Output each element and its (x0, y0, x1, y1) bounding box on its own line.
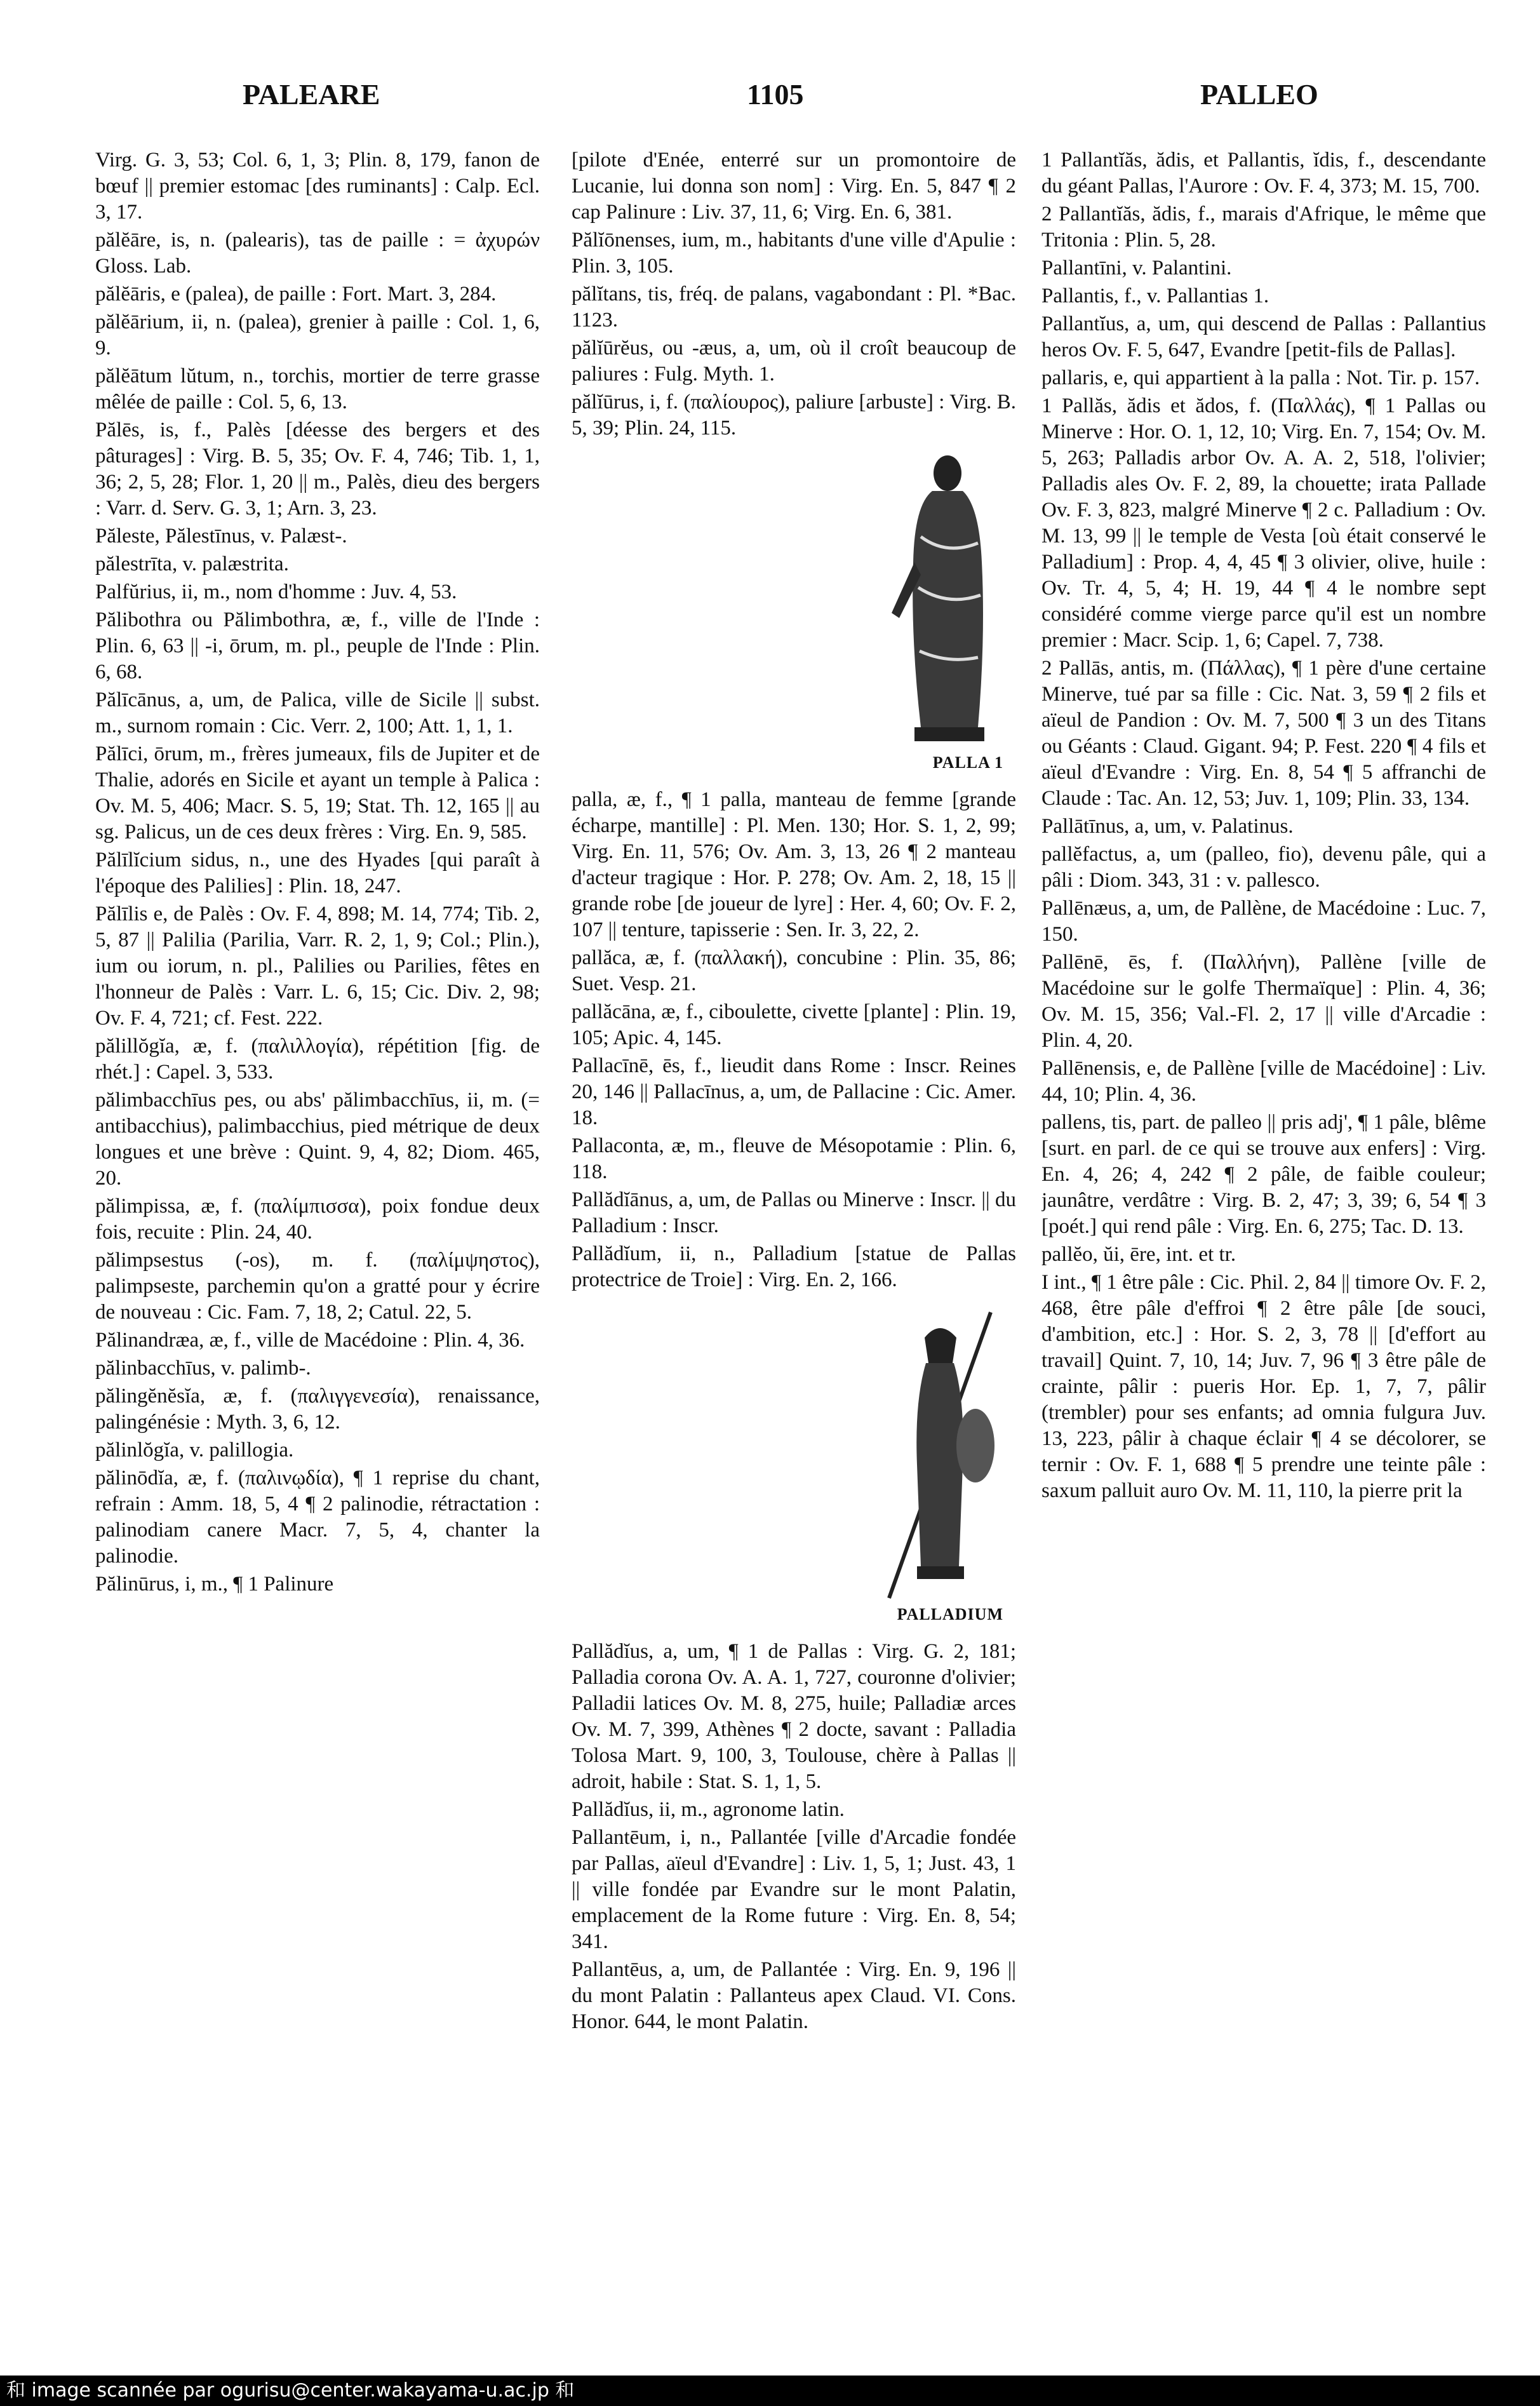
entry: Pălīci, ōrum, m., frères jumeaux, fils de Jupiter et de Thalie, adorés en Sicile et ayant un temple à Palica : Ov. M. 5, 406; Macr. S. 5, 19; Stat. Th. 12, 165 || au sg. Palicus, un de ces deux frères : Virg. En. 9, 585. (95, 743, 540, 843)
entry: pălinlŏgĭa, v. palillogia. (95, 1439, 294, 1462)
entry: pallens, tis, part. de palleo || pris adj', ¶ 1 pâle, blême [surt. en parl. de ce qui se trouve aux enfers] : Virg. En. 4, 26; 4, 242 ¶ 2 pâle, de faible couleur; jaunâtre, verdâtre : Virg. B. 2, 47; 3, 39; 6, 54 ¶ 3 [poét.] qui rend pâle : Virg. En. 6, 275; Tac. D. 13. (1041, 1111, 1486, 1238)
entry: Pallantis, f., v. Pallantias 1. (1041, 285, 1269, 307)
entry: 1 Pallăs, ădis et ădos, f. (Παλλάς), ¶ 1 Pallas ou Minerve : Hor. O. 1, 12, 10; Virg. En. 7, 154; Ov. M. 5, 263; Palladis arbor Ov. A. A. 2, 518, l'olivier; Palladis ales Ov. F. 2, 89, la chouette; irata Pallade Ov. F. 3, 823, malgré Minerve ¶ 2 c. Palladium : Ov. M. 13, 99 || le temple de Vesta [où était conservé le Palladium] : Prop. 4, 4, 45 ¶ 3 olivier, olive, huile : Ov. Tr. 4, 5, 4; H. 19, 44 ¶ 4 le nombre sept considéré comme vierge parce qu'il est un nombre premier : Macr. Scip. 1, 6; Capel. 7, 738. (1041, 394, 1486, 652)
entry: pallăca, æ, f. (παλλακή), concubine : Plin. 35, 86; Suet. Vesp. 21. (572, 946, 1016, 995)
entry: Pallēnensis, e, de Pallène [ville de Macédoine] : Liv. 44, 10; Plin. 4, 36. (1041, 1057, 1486, 1106)
entry: pălillŏgĭa, æ, f. (παλιλλογία), répétition [fig. de rhét.] : Capel. 3, 533. (95, 1035, 540, 1084)
entry: Pallātīnus, a, um, v. Palatinus. (1041, 815, 1294, 838)
entry: pălĭtans, tis, fréq. de palans, vagabondant : Pl. *Bac. 1123. (572, 283, 1016, 332)
entry: Pălīcānus, a, um, de Palica, ville de Sicile || subst. m., surnom romain : Cic. Verr. 2, 100; Att. 1, 1, 1. (95, 689, 540, 737)
entry: Pălibothra ou Pălimbothra, æ, f., ville de l'Inde : Plin. 6, 63 || -i, ōrum, m. pl., peuple de l'Inde : Plin. 6, 68. (95, 608, 540, 683)
header-left-word: PALEARE (243, 78, 380, 111)
entry: pălĭūrus, i, f. (παλίουρος), paliure [arbuste] : Virg. B. 5, 39; Plin. 24, 115. (572, 391, 1016, 440)
entry: Pallantīni, v. Palantini. (1041, 257, 1232, 279)
entry: Pallădĭum, ii, n., Palladium [statue de Pallas protectrice de Troie] : Virg. En. 2, 166. (572, 1242, 1016, 1291)
entry: pălĭūrĕus, ou -æus, a, um, où il croît beaucoup de paliures : Fulg. Myth. 1. (572, 337, 1016, 386)
page-number: 1105 (747, 78, 804, 111)
entry: 2 Pallās, antis, m. (Πάλλας), ¶ 1 père d'une certaine Minerve, tué par sa fille : Cic. Nat. 3, 59 ¶ 2 fils et aïeul de Pandion : Ov. M. 7, 500 ¶ 3 un des Titans ou Géants : Claud. Gigant. 94; P. Fest. 220 ¶ 4 fils et aïeul d'Evandre : Virg. En. 8, 54 ¶ 5 affranchi de Claude : Tac. An. 12, 53; Juv. 1, 109; Plin. 33, 134. (1041, 657, 1486, 810)
scan-credit-footer: 和 image scannée par ogurisu@center.wakayama-u.ac.jp 和 (0, 2376, 1540, 2406)
entry: Pallădĭānus, a, um, de Pallas ou Minerve : Inscr. || du Palladium : Inscr. (572, 1188, 1016, 1237)
entry: pălestrīta, v. palæstrita. (95, 553, 289, 575)
entry: [pilote d'Enée, enterré sur un promontoire de Lucanie, lui donna son nom] : Virg. En. 5, 847 ¶ 2 cap Palinure : Liv. 37, 11, 6; Virg. En. 6, 381. (572, 149, 1016, 224)
entry: Pallantēus, a, um, de Pallantée : Virg. En. 9, 196 || du mont Palatin : Pallanteus apex Claud. VI. Cons. Honor. 644, le mont Palatin. (572, 1958, 1016, 2033)
entry: Pălĭōnenses, ium, m., habitants d'une ville d'Apulie : Plin. 3, 105. (572, 229, 1016, 278)
entry: pallaris, e, qui appartient à la palla : Not. Tir. p. 157. (1041, 366, 1480, 389)
entry: pălimbacchīus pes, ou abs' pălimbacchīus, ii, m. (= antibacchius), palimbacchius, pied métrique de deux longues et une brève : Quint. 9, 4, 82; Diom. 465, 20. (95, 1089, 540, 1190)
entry: pălimpissa, æ, f. (παλίμπισσα), poix fondue deux fois, recuite : Plin. 24, 40. (95, 1195, 540, 1244)
entry: Pălinandræa, æ, f., ville de Macédoine : Plin. 4, 36. (95, 1329, 525, 1352)
entry: Pălīlis e, de Palès : Ov. F. 4, 898; M. 14, 774; Tib. 2, 5, 87 || Palilia (Parilia, Varr. R. 2, 1, 9; Col.; Plin.), ium ou iorum, n. pl., Palilies ou Parilies, fêtes en l'honneur de Palès : Varr. L. 6, 15; Cic. Div. 2, 98; Ov. F. 4, 721; cf. Fest. 222. (95, 903, 540, 1030)
entry: I int., ¶ 1 être pâle : Cic. Phil. 2, 84 || timore Ov. F. 2, 468, être pâle d'effroi ¶ 2 être pâle [de souci, d'ambition, etc.] : Hor. S. 2, 3, 78 || [d'effort au travail] Quint. 7, 10, 14; Juv. 7, 96 ¶ 3 être pâle de crainte, pâlir : pueris Hor. Ep. 1, 7, 7, pâlir (trembler) pour ses enfants; ad omnia fulgura Juv. 13, 223, pâlir à chaque éclair ¶ 4 se décolorer, se ternir : Ov. F. 1, 688 ¶ 5 prendre une teinte pâle : saxum palluit auro Ov. M. 11, 110, la pierre prit la (1041, 1271, 1486, 1502)
entry: Pallantēum, i, n., Pallantée [ville d'Arcadie fondée par Pallas, aïeul d'Evandre] : Liv. 1, 5, 1; Just. 43, 1 || ville fondée par Evandre sur le mont Palatin, emplacement de la Rome future : Virg. En. 8, 54; 341. (572, 1826, 1016, 1953)
entry: Pălinūrus, i, m., ¶ 1 Palinure (95, 1573, 334, 1596)
entry: Pallēnē, ēs, f. (Παλλήνη), Pallène [ville de Macédoine sur le golfe Thermaïque] : Plin. 4, 36; Ov. M. 15, 356; Val.-Fl. 2, 17 || ville d'Arcadie : Plin. 4, 20. (1041, 951, 1486, 1052)
entry: 1 Pallantĭăs, ădis, et Pallantis, ĭdis, f., descendante du géant Pallas, l'Aurore : Ov. F. 4, 373; M. 15, 700. (1041, 149, 1486, 198)
entry: palla, æ, f., ¶ 1 palla, manteau de femme [grande écharpe, mantille] : Pl. Men. 130; Hor. S. 1, 2, 99; Virg. En. 11, 576; Ov. Am. 3, 13, 26 ¶ 2 manteau d'acteur tragique : Hor. P. 278; Ov. Am. 2, 18, 15 || grande robe [de joueur de lyre] : Her. 4, 60; Ov. F. 2, 107 || tenture, tapisserie : Sen. Ir. 3, 22, 2. (572, 788, 1016, 941)
figure-caption: PALLA 1 (932, 753, 1003, 772)
entry: Pallantĭus, a, um, qui descend de Pallas : Pallantius heros Ov. F. 5, 647, Evandre [petit-fils de Pallas]. (1041, 313, 1486, 361)
entry: pălinbacchīus, v. palimb-. (95, 1357, 311, 1380)
entry: pălĕāris, e (palea), de paille : Fort. Mart. 3, 284. (95, 283, 497, 306)
palladium-figure (572, 1300, 1016, 1630)
column-right (1041, 147, 1486, 2313)
entry: pălĕātum lŭtum, n., torchis, mortier de terre grasse mêlée de paille : Col. 5, 6, 13. (95, 365, 540, 413)
entry: pallăcāna, æ, f., ciboulette, civette [plante] : Plin. 19, 105; Apic. 4, 145. (572, 1000, 1016, 1049)
header-right-word: PALLEO (1200, 78, 1318, 111)
entry: pălĕāre, is, n. (palearis), tas de paille : = ἀχυρών Gloss. Lab. (95, 229, 540, 278)
entry: pălinōdĭa, æ, f. (παλινῳδία), ¶ 1 reprise du chant, refrain : Amm. 18, 5, 4 ¶ 2 palinodie, rétractation : palinodiam canere Macr. 7, 5, 4, chanter la palinodie. (95, 1467, 540, 1568)
entry: pălingĕnĕsĭa, æ, f. (παλιγγενεσία), renaissance, palingénésie : Myth. 3, 6, 12. (95, 1385, 540, 1434)
entry: Pallaconta, æ, m., fleuve de Mésopotamie : Plin. 6, 118. (572, 1134, 1016, 1183)
entry: Palfŭrius, ii, m., nom d'homme : Juv. 4, 53. (95, 581, 457, 603)
column-left (95, 147, 540, 2313)
figure-caption: PALLADIUM (897, 1605, 1003, 1623)
entry: Pălēs, is, f., Palès [déesse des bergers et des pâturages] : Virg. B. 5, 35; Ov. F. 4, 746; Tib. 1, 1, 36; 2, 5, 28; Flor. 1, 20 || m., Palès, dieu des bergers : Varr. d. Serv. G. 3, 1; Arn. 3, 23. (95, 419, 540, 520)
column-middle (572, 147, 1016, 2313)
entry: Pallădĭus, ii, m., agronome latin. (572, 1798, 845, 1821)
entry: pălĕārium, ii, n. (palea), grenier à paille : Col. 1, 6, 9. (95, 311, 540, 360)
entry: 2 Pallantĭăs, ădis, f., marais d'Afrique, le même que Tritonia : Plin. 5, 28. (1041, 203, 1486, 252)
entry: Virg. G. 3, 53; Col. 6, 1, 3; Plin. 8, 179, fanon de bœuf || premier estomac [des ruminants] : Calp. Ecl. 3, 17. (95, 149, 540, 224)
palla-figure (572, 448, 1016, 778)
entry: Pallēnæus, a, um, de Pallène, de Macédoine : Luc. 7, 150. (1041, 897, 1486, 946)
entry: Pallădĭus, a, um, ¶ 1 de Pallas : Virg. G. 2, 181; Palladia corona Ov. A. A. 1, 727, couronne d'olivier; Palladii latices Ov. M. 8, 275, huile; Palladiæ arces Ov. M. 7, 399, Athènes ¶ 2 docte, savant : Palladia Tolosa Mart. 9, 100, 3, Toulouse, chère à Pallas || adroit, habile : Stat. S. 1, 1, 5. (572, 1640, 1016, 1793)
entry: Pălīlĭcium sidus, n., une des Hyades [qui paraît à l'époque des Palilies] : Plin. 18, 247. (95, 849, 540, 897)
page-header (0, 77, 1540, 128)
entry: pallĕo, ŭi, ēre, int. et tr. (1041, 1243, 1236, 1266)
entry: Pallacīnē, ēs, f., lieudit dans Rome : Inscr. Reines 20, 146 || Pallacīnus, a, um, de Pallacine : Cic. Amer. 18. (572, 1054, 1016, 1129)
armed-pallas-illustration (864, 1300, 1016, 1630)
entry: Păleste, Pălestīnus, v. Palæst-. (95, 525, 347, 548)
entry: pălimpsestus (-os), m. f. (παλίμψηστος), palimpseste, parchemin qu'on a gratté pour y écrire de nouveau : Cic. Fam. 7, 18, 2; Catul. 22, 5. (95, 1249, 540, 1324)
draped-woman-illustration (876, 448, 1016, 778)
entry: pallĕfactus, a, um (palleo, fio), devenu pâle, qui a pâli : Diom. 343, 31 : v. pallesco. (1041, 843, 1486, 892)
